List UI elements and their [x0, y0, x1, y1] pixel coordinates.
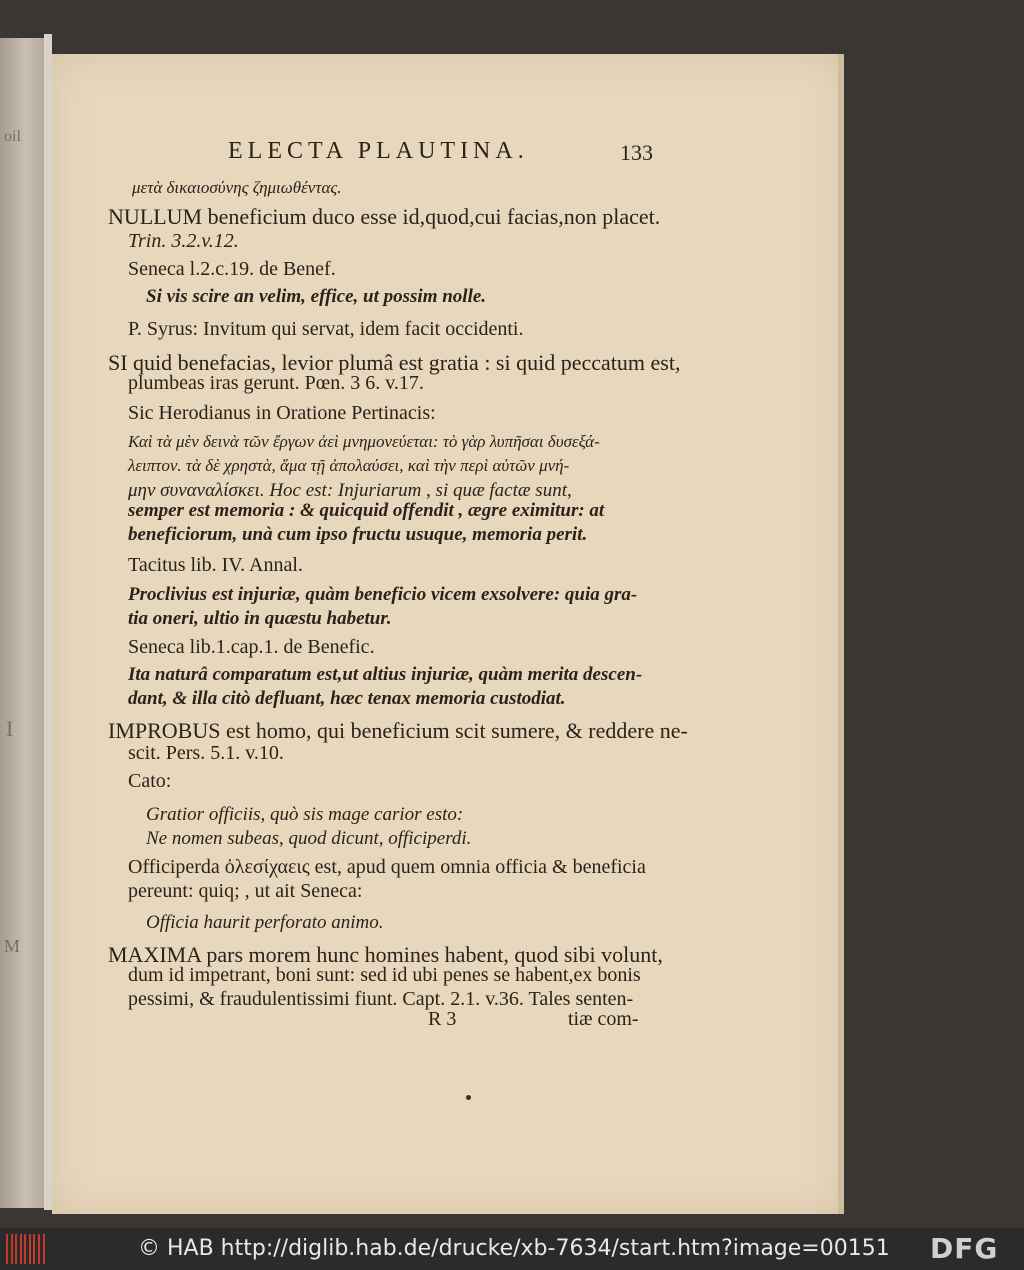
- text-line: Seneca lib.1.cap.1. de Benefic.: [128, 636, 375, 658]
- copyright-link[interactable]: © HAB http://diglib.hab.de/drucke/xb-7634/start.htm?image=00151: [138, 1236, 890, 1261]
- text-line: beneficiorum, unà cum ipso fructu usuque, memoria perit.: [128, 524, 588, 545]
- text-line: P. Syrus: Invitum qui servat, idem facit occidenti.: [128, 318, 524, 340]
- text-line: tia oneri, ultio in quæstu habetur.: [128, 608, 392, 629]
- text-line: Trin. 3.2.v.12.: [128, 230, 239, 252]
- hab-logo-icon: [6, 1234, 46, 1264]
- paper-speck: [466, 1095, 471, 1100]
- margin-fragment: M: [4, 936, 21, 956]
- text-line: Officiperda ὀλεσίχαεις est, apud quem omnia officia & beneficia: [128, 856, 646, 878]
- text-line: pessimi, & fraudulentissimi fiunt. Capt. 2.1. v.36. Tales senten-: [128, 988, 634, 1010]
- text-line: μετὰ δικαιοσύνης ζημιωθέντας.: [132, 178, 342, 197]
- text-line: Ita naturâ comparatum est,ut altius injuriæ, quàm merita descen-: [128, 664, 643, 685]
- text-line: IMPROBUS est homo, qui beneficium scit sumere, & reddere ne-: [108, 718, 688, 743]
- dfg-logo: DFG: [930, 1232, 999, 1265]
- footer-bar: [0, 1228, 1024, 1270]
- text-line: Si vis scire an velim, effice, ut possim nolle.: [146, 286, 487, 307]
- text-line: Cato:: [128, 770, 172, 792]
- text-line: λειπτον. τὰ δὲ χρηστὰ, ἅμα τῇ ἀπολαύσει, καὶ τὴν περὶ αὐτῶν μνή-: [128, 456, 570, 475]
- text-line: μην συναναλίσκει. Hoc est: Injuriarum , si quæ factæ sunt,: [128, 480, 572, 501]
- text-line: Καὶ τὰ μὲν δεινὰ τῶν ἔργων ἀεὶ μνημονεύεται: τὸ γὰρ λυπῆσαι δυσεξά-: [128, 432, 600, 451]
- page-number: 133: [620, 140, 653, 165]
- margin-fragment: I: [6, 716, 14, 741]
- margin-fragment: oil: [4, 128, 21, 145]
- text-line: dant, & illa citò defluant, hæc tenax memoria custodiat.: [128, 688, 566, 709]
- text-line: Ne nomen subeas, quod dicunt, officiperdi.: [146, 828, 472, 849]
- page-right-edge: [838, 54, 844, 1214]
- signature-mark: R 3: [428, 1008, 457, 1030]
- text-line: Tacitus lib. IV. Annal.: [128, 554, 303, 576]
- text-line: Officia haurit perforato animo.: [146, 912, 384, 933]
- text-line: pereunt: quiq; , ut ait Seneca:: [128, 880, 363, 902]
- text-line: Sic Herodianus in Oratione Pertinacis:: [128, 402, 436, 424]
- text-line: SI quid benefacias, levior plumâ est gratia : si quid peccatum est,: [108, 350, 681, 375]
- running-head: ELECTA PLAUTINA.: [228, 138, 529, 164]
- catchword: tiæ com-: [568, 1008, 639, 1030]
- text-line: Seneca l.2.c.19. de Benef.: [128, 258, 336, 280]
- text-line: plumbeas iras gerunt. Pœn. 3 6. v.17.: [128, 372, 424, 394]
- page-gutter: [44, 34, 52, 1210]
- text-line: NULLUM beneficium duco esse id,quod,cui facias,non placet.: [108, 204, 661, 229]
- text-line: dum id impetrant, boni sunt: sed id ubi penes se habent,ex bonis: [128, 964, 641, 986]
- text-line: scit. Pers. 5.1. v.10.: [128, 742, 284, 764]
- text-line: semper est memoria : & quicquid offendit , ægre eximitur: at: [128, 500, 605, 521]
- text-line: MAXIMA pars morem hunc homines habent, quod sibi volunt,: [108, 942, 663, 967]
- text-line: Gratior officiis, quò sis mage carior esto:: [146, 804, 464, 825]
- previous-page-edge: [0, 38, 46, 1208]
- text-line: Proclivius est injuriæ, quàm beneficio vicem exsolvere: quia gra-: [128, 584, 638, 605]
